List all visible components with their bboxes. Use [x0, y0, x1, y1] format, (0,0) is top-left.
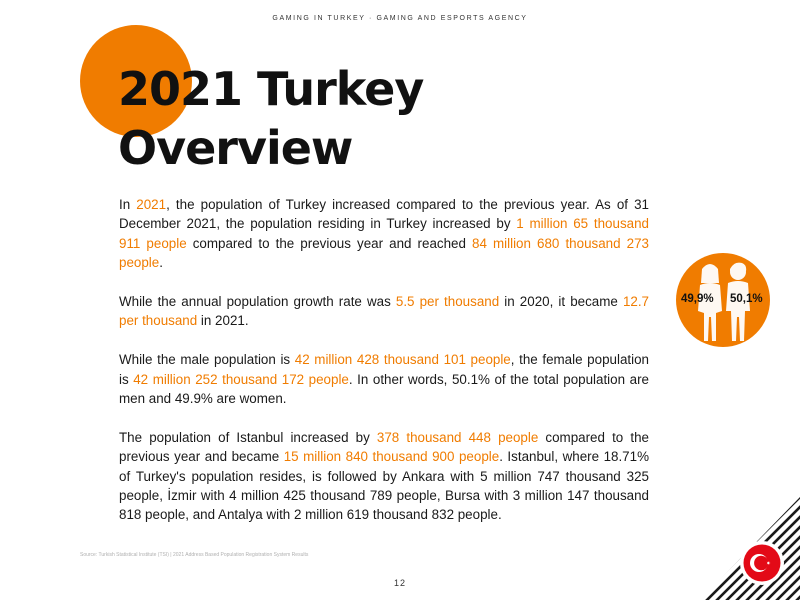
title-line-1: 2021 Turkey: [118, 62, 424, 116]
turkey-flag-icon: [740, 541, 784, 585]
male-percentage: 50,1%: [730, 293, 763, 305]
paragraph-text: While the male population is: [119, 352, 295, 368]
paragraph-text: , the population of Turkey increased compared to the previous year. As of 31 December 2021, the population residing in Turkey increased by: [119, 197, 649, 232]
body-paragraph: [119, 292, 649, 331]
title-line-2: Overview: [118, 121, 353, 175]
body-text: [119, 195, 649, 544]
highlighted-figure: 1 million 65 thousand 911 people: [119, 216, 649, 251]
highlighted-figure: 378 thousand 448 people: [376, 429, 539, 445]
highlighted-figure: 15 million 840 thousand 900 people: [283, 449, 500, 465]
highlighted-figure: 42 million 428 thousand 101 people: [294, 352, 511, 368]
paragraph-text: While the annual population growth rate was: [119, 294, 396, 310]
paragraph-text: The population of Istanbul increased by: [119, 429, 377, 445]
paragraph-text: in 2021.: [197, 313, 249, 329]
paragraph-text: . In other words, 50.1% of the total population are men and 49.9% are women.: [119, 371, 649, 407]
paragraph-text: In: [119, 197, 137, 212]
paragraph-text: in 2020, it became: [499, 294, 623, 310]
paragraph-text: .: [159, 255, 163, 271]
highlighted-figure: 84 million 680 thousand 273 people: [119, 235, 649, 271]
highlighted-figure: 12.7 per thousand: [119, 294, 649, 329]
source-note: Source: Turkish Statistical Institute (TSI) | 2021 Address Based Population Registration System Results: [80, 552, 309, 558]
female-percentage: 49,9%: [681, 293, 714, 305]
gender-ratio-badge: [676, 253, 770, 347]
highlighted-figure: 2021: [136, 197, 167, 212]
page-title: [118, 60, 423, 178]
highlighted-figure: 42 million 252 thousand 172 people: [133, 371, 349, 387]
body-paragraph: [119, 350, 649, 408]
paragraph-text: compared to the previous year and became: [119, 429, 649, 465]
body-paragraph: [119, 428, 649, 525]
paragraph-text: , the female population is: [119, 352, 649, 387]
body-paragraph: [119, 195, 649, 273]
paragraph-text: compared to the previous year and reached: [186, 235, 473, 251]
running-header: GAMING IN TURKEY · GAMING AND ESPORTS AGENCY: [272, 15, 528, 22]
paragraph-text: . Istanbul, where 18.71% of Turkey's population resides, is followed by Ankara with 5 million 747 thousand 325 people, İzmir with 4 million 425 thousand 789 people, Bursa with 3 million 147 thousand 818 people, and Antalya with 2 million 619 thousand 832 people.: [119, 449, 649, 523]
page-number: 12: [393, 578, 406, 588]
highlighted-figure: 5.5 per thousand: [395, 294, 500, 310]
